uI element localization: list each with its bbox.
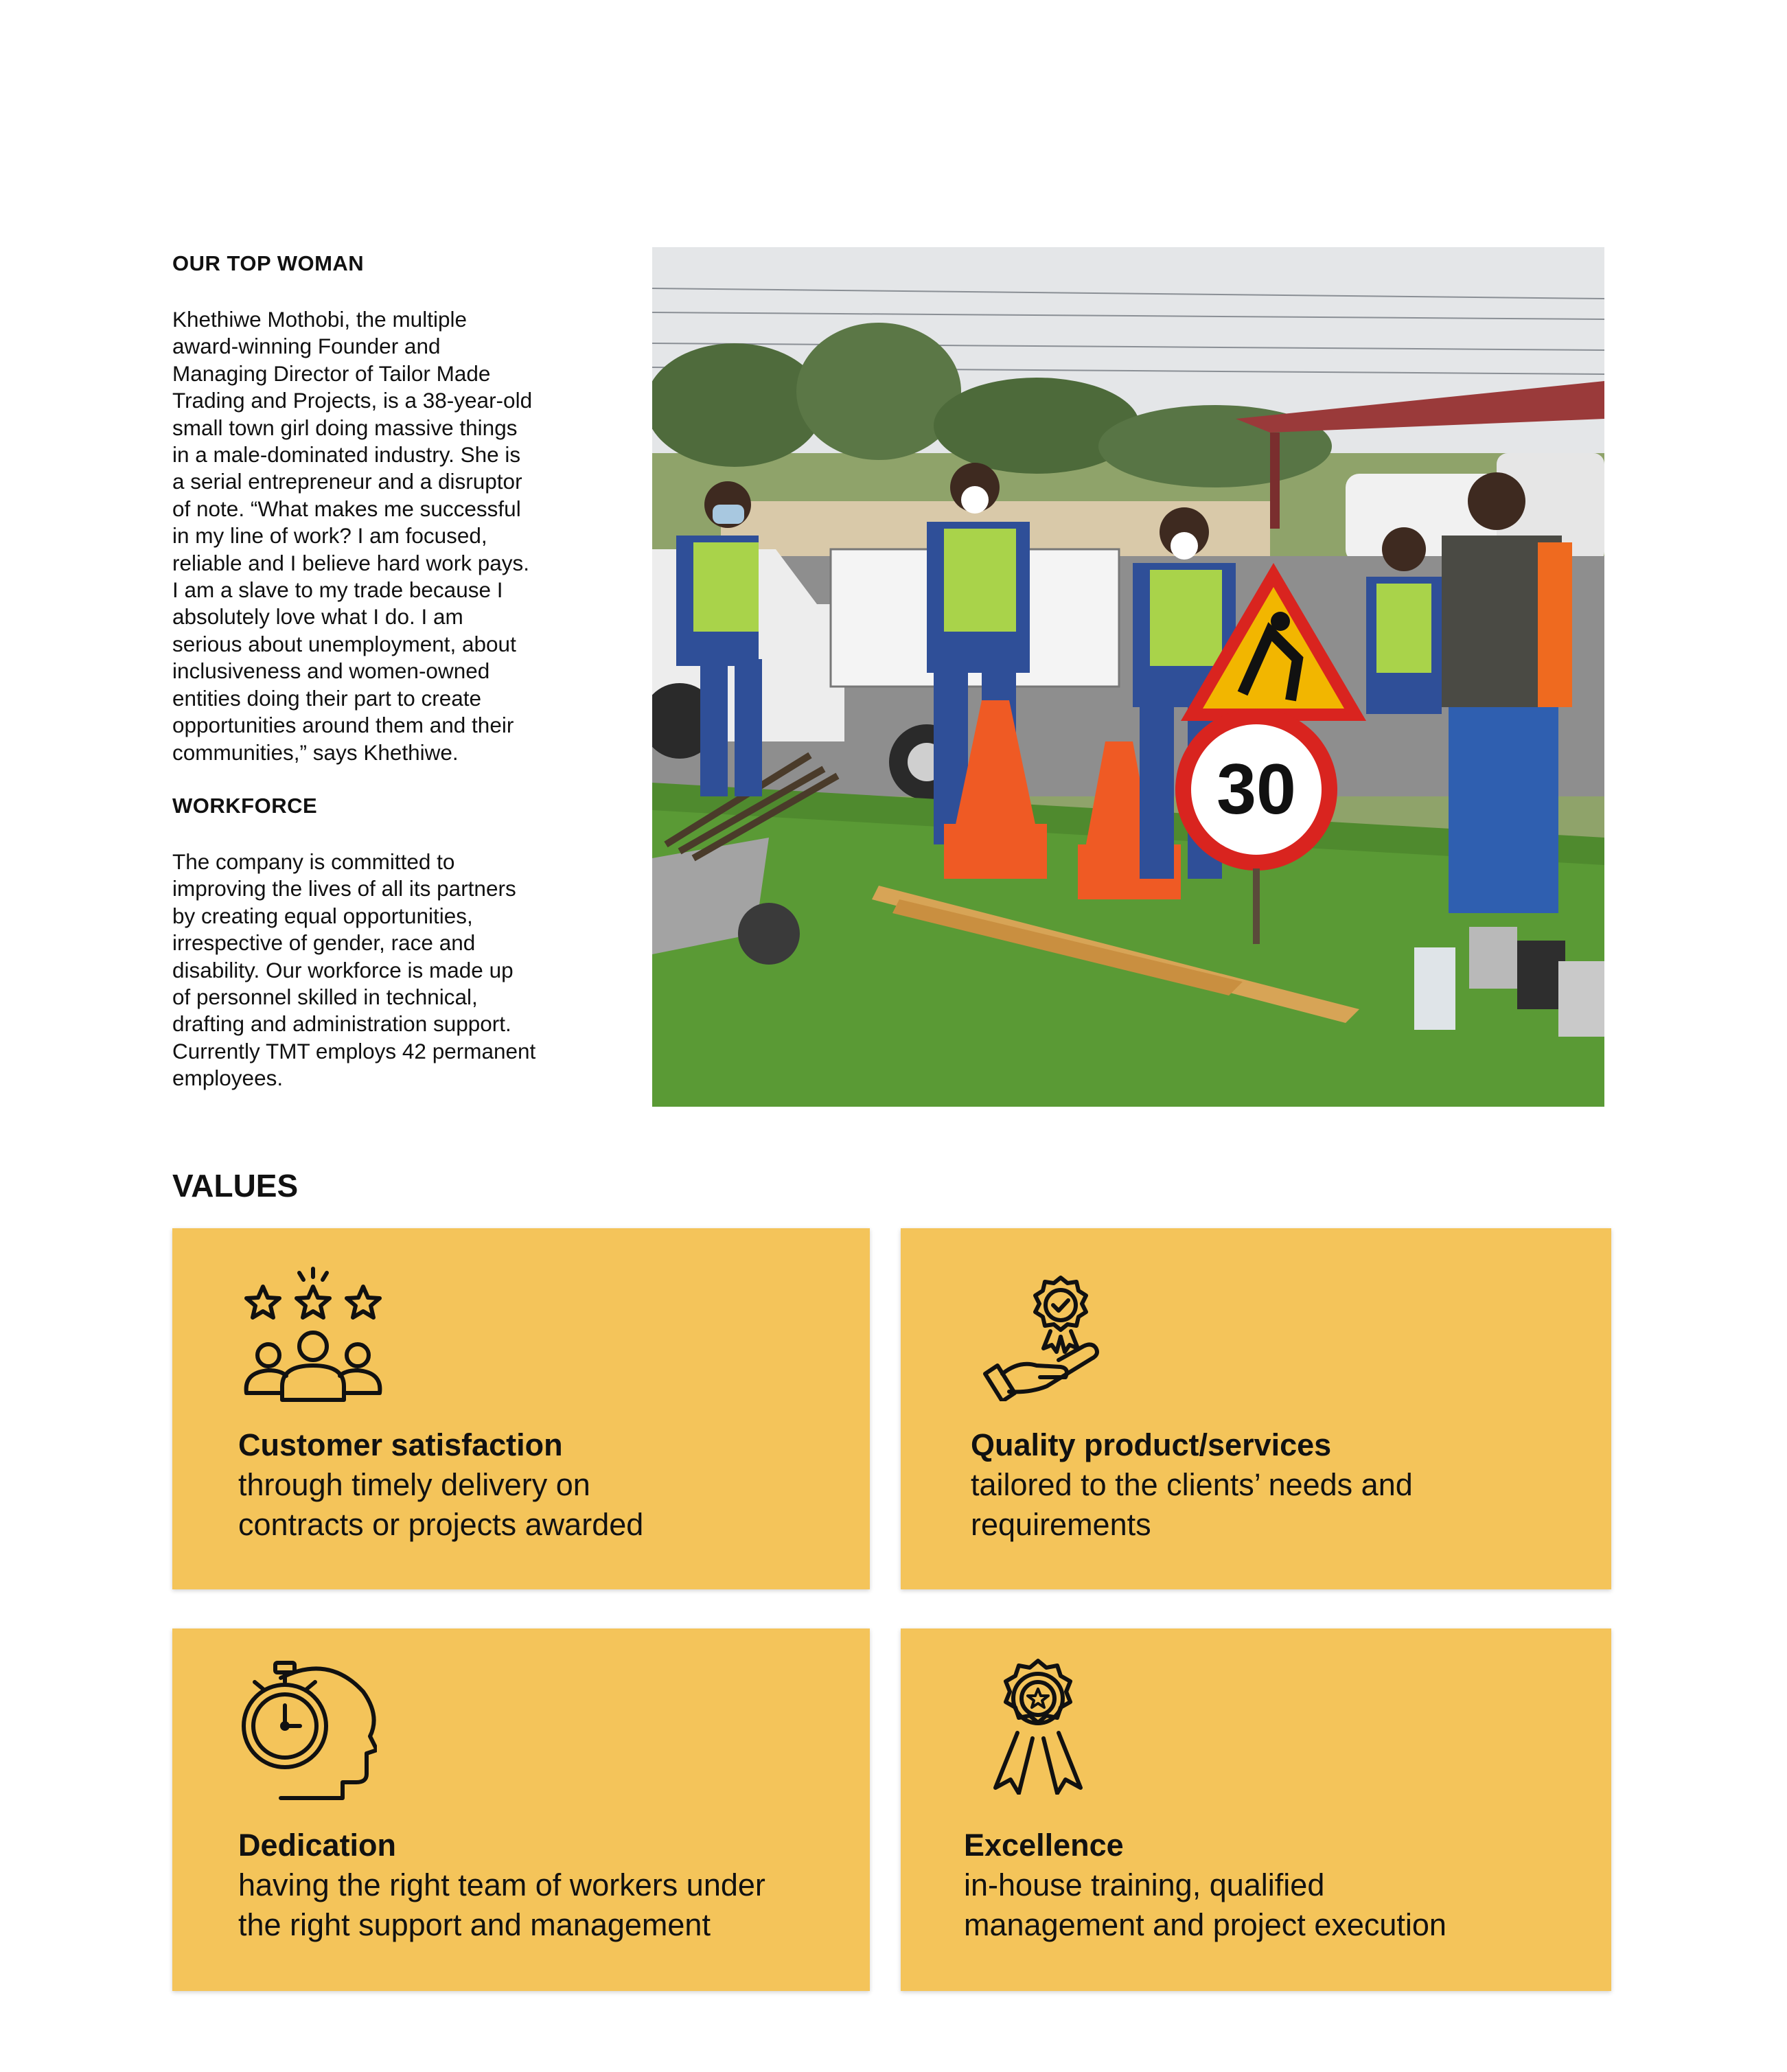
value-description-line: management and project execution [964,1907,1446,1942]
paragraph-line: in a male-dominated industry. She is [172,442,521,468]
paragraph-line: irrespective of gender, race and [172,930,476,956]
paragraph-line: disability. Our workforce is made up [172,957,514,982]
top-woman-paragraph [172,306,584,766]
quality-hand-badge-icon [982,1271,1105,1401]
paragraph-line: award-winning Founder and [172,334,441,359]
value-card-excellence [901,1628,1611,1991]
values-heading: VALUES [172,1168,299,1204]
excellence-award-ribbon-icon [990,1657,1086,1795]
paragraph-line: by creating equal opportunities, [172,903,473,928]
customer-satisfaction-icon [241,1266,385,1403]
dedication-stopwatch-head-icon [240,1657,377,1802]
paragraph-line: Managing Director of Tailor Made [172,360,491,386]
paragraph-line: The company is committed to [172,849,455,874]
value-title: Customer satisfaction [238,1427,563,1462]
value-card-dedication [172,1628,870,1991]
paragraph-line: Khethiwe Mothobi, the multiple [172,307,467,332]
paragraph-line: I am a slave to my trade because I [172,577,503,603]
paragraph-line: improving the lives of all its partners [172,876,516,901]
value-description-line: having the right team of workers under [238,1867,765,1902]
workforce-heading: WORKFORCE [172,794,318,818]
paragraph-line: small town girl doing massive things [172,415,518,440]
value-description-line: through timely delivery on [238,1467,590,1502]
paragraph-line: communities,” says Khethiwe. [172,739,459,765]
top-woman-heading: OUR TOP WOMAN [172,251,365,275]
paragraph-line: inclusiveness and women-owned [172,658,490,684]
paragraph-line: absolutely love what I do. I am [172,604,463,630]
workers-road-site-photo [652,247,1604,1107]
paragraph-line: entities doing their part to create [172,685,482,711]
paragraph-line: opportunities around them and their [172,713,514,738]
paragraph-line: a serial entrepreneur and a disruptor [172,469,522,494]
value-title: Excellence [964,1828,1124,1863]
paragraph-line: of note. “What makes me successful [172,496,521,521]
value-title: Dedication [238,1828,397,1863]
paragraph-line: of personnel skilled in technical, [172,985,478,1010]
paragraph-line: drafting and administration support. [172,1011,511,1037]
workforce-paragraph [172,849,584,1092]
paragraph-line: reliable and I believe hard work pays. [172,550,530,575]
paragraph-line: in my line of work? I am focused, [172,523,487,549]
speed-limit-sign-text: 30 [1217,750,1296,829]
value-description-line: the right support and management [238,1907,711,1942]
value-description-line: contracts or projects awarded [238,1507,644,1542]
value-description-line: tailored to the clients’ needs and [971,1467,1413,1502]
value-description-line: in-house training, qualified [964,1867,1325,1902]
value-description-line: requirements [971,1507,1151,1542]
paragraph-line: employees. [172,1066,284,1091]
paragraph-line: serious about unemployment, about [172,631,516,656]
value-card-quality [901,1228,1611,1589]
paragraph-line: Currently TMT employs 42 permanent [172,1038,536,1063]
paragraph-line: Trading and Projects, is a 38-year-old [172,388,533,413]
value-title: Quality product/services [971,1427,1332,1462]
value-card-customer-satisfaction [172,1228,870,1589]
